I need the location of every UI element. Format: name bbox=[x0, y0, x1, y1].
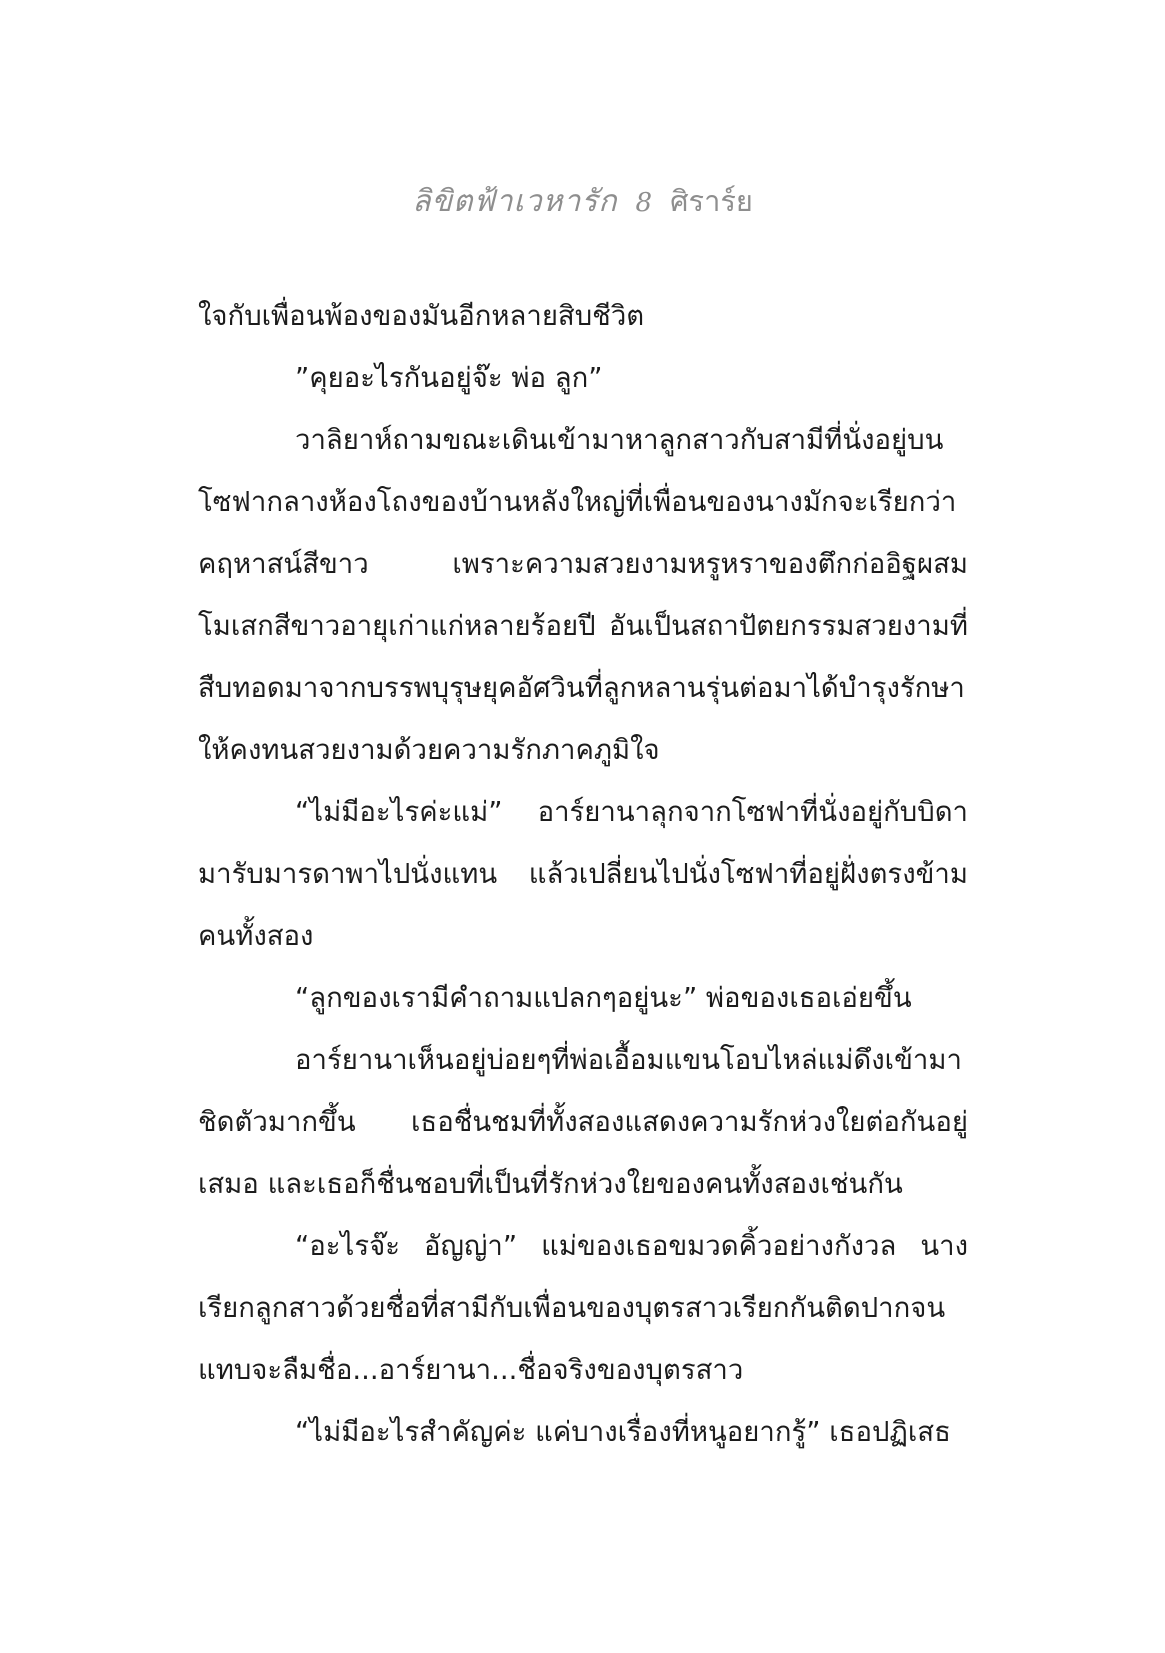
body-text bbox=[198, 285, 968, 1463]
paragraph: อาร์ยานาเห็นอยู่บ่อยๆที่พ่อเอื้อมแขนโอบไหล่แม่ดึงเข้ามาชิดตัวมากขึ้น เธอชื่นชมที่ทั้งสองแสดงความรักห่วงใยต่อกันอยู่เสมอ และเธอก็ชื่นชอบที่เป็นที่รักห่วงใยของคนทั้งสองเช่นกัน bbox=[198, 1044, 968, 1200]
paragraph: “ไม่มีอะไรค่ะแม่” อาร์ยานาลุกจากโซฟาที่นั่งอยู่กับบิดามารับมารดาพาไปนั่งแทน แล้วเปลี่ยนไปนั่งโซฟาที่อยู่ฝั่งตรงข้ามคนทั้งสอง bbox=[198, 796, 968, 952]
paragraph: วาลิยาห์ถามขณะเดินเข้ามาหาลูกสาวกับสามีที่นั่งอยู่บนโซฟากลางห้องโถงของบ้านหลังใหญ่ที่เพื่อนของนางมักจะเรียกว่าคฤหาสน์สีขาว เพราะความสวยงามหรูหราของตึกก่ออิฐผสมโมเสกสีขาวอายุเก่าแก่หลายร้อยปี อันเป็นสถาปัตยกรรมสวยงามที่สืบทอดมาจากบรรพบุรุษยุคอัศวินที่ลูกหลานรุ่นต่อมาได้บำรุงรักษาให้คงทนสวยงามด้วยความรักภาคภูมิใจ bbox=[198, 424, 968, 766]
book-title: ลิขิตฟ้าเวหารัก bbox=[412, 184, 618, 219]
paragraph: ”คุยอะไรกันอยู่จ๊ะ พ่อ ลูก” bbox=[295, 362, 603, 394]
paragraph: “ลูกของเรามีคำถามแปลกๆอยู่นะ” พ่อของเธอเอ่ยขึ้น bbox=[295, 982, 912, 1014]
author-name: ศิราร์ย bbox=[670, 184, 753, 218]
paragraph: ใจกับเพื่อนพ้องของมันอีกหลายสิบชีวิต bbox=[198, 300, 645, 332]
paragraph: “อะไรจ๊ะ อัญญ่า” แม่ของเธอขมวดคิ้วอย่างกังวล นางเรียกลูกสาวด้วยชื่อที่สามีกับเพื่อนของบุตรสาวเรียกกันติดปากจนแทบจะลืมชื่อ...อาร์ยานา...ชื่อจริงของบุตรสาว bbox=[198, 1230, 968, 1386]
page-number: 8 bbox=[635, 188, 653, 218]
paragraph: “ไม่มีอะไรสำคัญค่ะ แค่บางเรื่องที่หนูอยากรู้” เธอปฏิเสธ bbox=[295, 1416, 951, 1448]
running-header bbox=[0, 178, 1165, 225]
